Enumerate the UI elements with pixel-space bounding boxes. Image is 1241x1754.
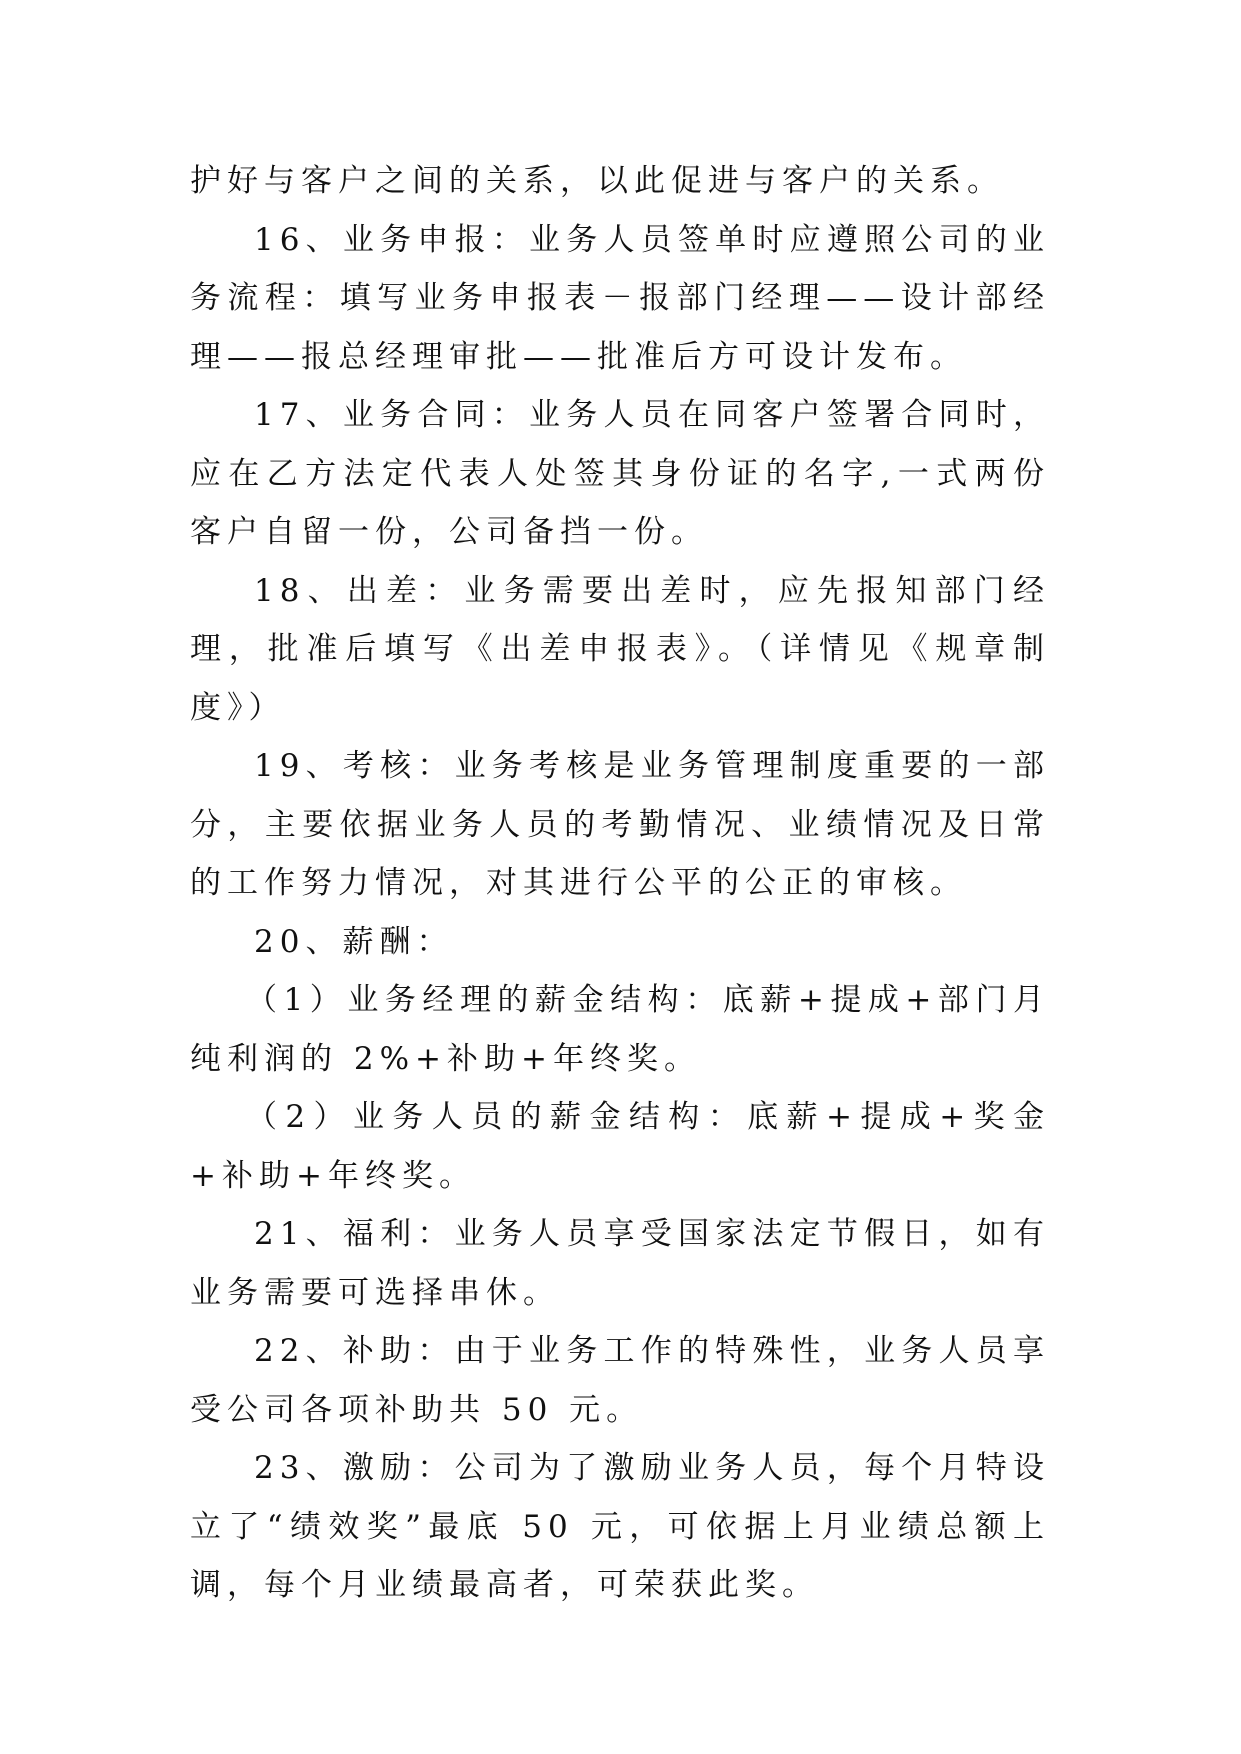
paragraph-20-compensation: 20、薪酬： — [254, 923, 454, 960]
paragraph-continuation: 护好与客户之间的关系，以此促进与客户的关系。 — [190, 163, 1004, 199]
paragraph-19-assessment: 19、考核：业务考核是业务管理制度重要的一部分，主要依据业务人员的考勤情况、业绩情况及日常的工作努力情况，对其进行公平的公正的审核。 — [190, 748, 1050, 901]
paragraph-16-business-declaration: 16、业务申报：业务人员签单时应遵照公司的业务流程：填写业务申报表－报部门经理——设计部经理——报总经理审批——批准后方可设计发布。 — [190, 221, 1050, 375]
paragraph-18-business-trip: 18、出差：业务需要出差时，应先报知部门经理，批准后填写《出差申报表》。（详情见《规章制度》） — [190, 572, 1050, 726]
paragraph-20-1-manager-salary: （1）业务经理的薪金结构：底薪+提成+部门月纯利润的 2%+补助+年终奖。 — [190, 982, 1050, 1077]
paragraph-21-benefits: 21、福利：业务人员享受国家法定节假日，如有业务需要可选择串休。 — [190, 1216, 1050, 1311]
paragraph-20-2-staff-salary: （2）业务人员的薪金结构：底薪+提成+奖金+补助+年终奖。 — [190, 1099, 1050, 1194]
paragraph-17-business-contract: 17、业务合同：业务人员在同客户签署合同时，应在乙方法定代表人处签其身份证的名字,一式两份客户自留一份，公司备挡一份。 — [190, 397, 1050, 550]
paragraph-22-subsidy: 22、补助：由于业务工作的特殊性，业务人员享受公司各项补助共 50 元。 — [190, 1333, 1050, 1428]
document-body — [190, 152, 1050, 1615]
paragraph-23-incentive: 23、激励：公司为了激励业务人员，每个月特设立了“绩效奖”最底 50 元，可依据上月业绩总额上调，每个月业绩最高者，可荣获此奖。 — [190, 1450, 1050, 1603]
